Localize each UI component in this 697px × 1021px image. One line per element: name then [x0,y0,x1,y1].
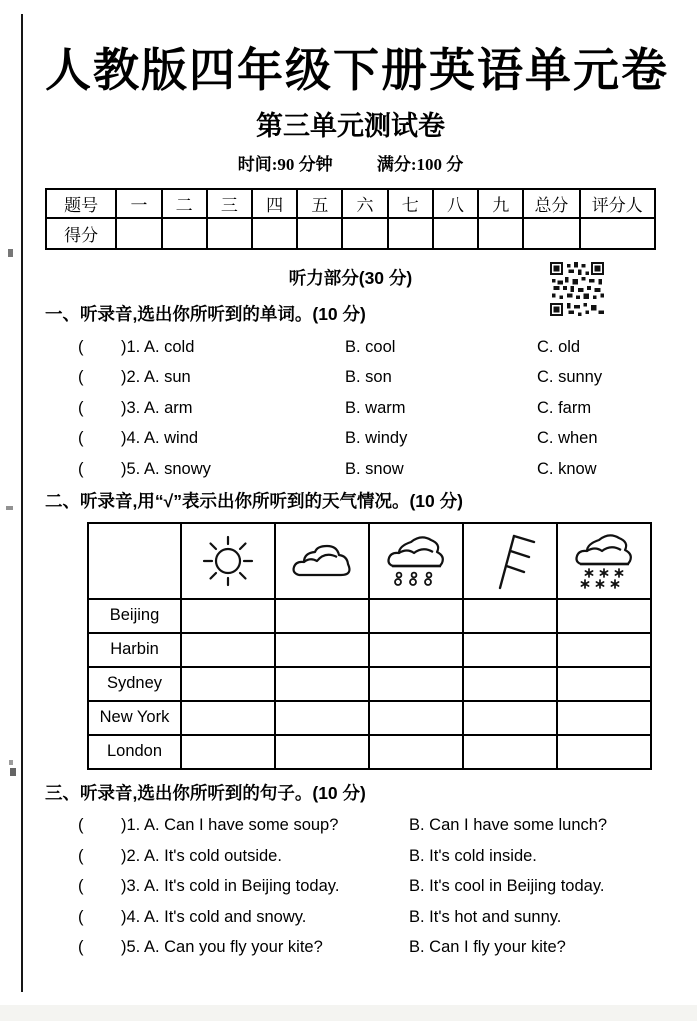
answer-cell [181,599,275,633]
option-a [121,816,409,835]
answer-bracket: ( [78,337,84,356]
question-number: )1. [121,337,141,356]
answer-cell [463,701,557,735]
score-blank-cell [342,218,387,249]
score-header-cell: 五 [297,189,342,218]
question-row [45,841,656,872]
question-number: )4. [121,907,141,926]
windy-icon-cell [463,523,557,599]
score-table-score-row [46,218,655,249]
score-header-cell: 九 [478,189,523,218]
score-header-cell: 八 [433,189,478,218]
option-a-text: A. snowy [143,459,211,478]
option-b: B. Can I fly your kite? [409,938,566,957]
cloudy-icon [287,531,357,591]
answer-cell [275,667,369,701]
score-header-cell: 一 [116,189,161,218]
option-b: B. windy [345,429,408,448]
option-b: B. Can I have some lunch? [409,816,608,835]
sunny-icon [196,531,260,591]
answer-cell [181,633,275,667]
section-1-questions [45,332,656,485]
option-c: C. know [537,459,597,478]
question-number: )3. [121,877,141,896]
answer-cell [557,701,651,735]
question-row [45,872,656,903]
score-blank-cell [297,218,342,249]
city-label: New York [88,701,181,735]
cloudy-icon-cell [275,523,369,599]
score-blank-cell [580,218,655,249]
score-header-cell: 七 [388,189,433,218]
city-row [88,701,651,735]
answer-bracket: ( [78,368,84,387]
score-row-label: 得分 [46,218,116,249]
question-number: )5. [121,938,141,957]
score-blank-cell [478,218,523,249]
answer-cell [181,701,275,735]
option-c: C. sunny [537,368,603,387]
question-row [45,933,656,964]
option-b: B. warm [345,398,406,417]
question-row [45,393,656,424]
answer-bracket: ( [78,816,84,835]
score-header-cell: 六 [342,189,387,218]
exam-meta [45,154,656,175]
option-b: B. snow [345,459,404,478]
score-blank-cell [388,218,433,249]
score-blank-cell [116,218,161,249]
answer-cell [463,599,557,633]
page-subtitle: 第三单元测试卷 [256,111,445,141]
answer-cell [275,633,369,667]
option-a [121,460,345,479]
score-blank-cell [523,218,579,249]
section-3-title: 三、听录音,选出你所听到的句子。(10 分) [45,782,366,803]
scan-edge-band [0,1005,697,1021]
option-a-text: A. Can I have some soup? [143,816,339,835]
city-label: Harbin [88,633,181,667]
rainy-icon-cell [369,523,463,599]
option-c: C. when [537,429,598,448]
option-a [121,429,345,448]
answer-cell [369,701,463,735]
section-3-questions [45,811,656,964]
answer-cell [275,735,369,769]
answer-cell [557,599,651,633]
option-a-text: A. arm [143,398,193,417]
question-number: )1. [121,816,141,835]
scan-smudge [8,249,13,257]
rainy-icon [381,530,451,592]
city-row [88,599,651,633]
option-a [121,938,409,957]
option-a-text: A. It's cold in Beijing today. [143,877,340,896]
score-table-header-row [46,189,655,218]
option-b: B. cool [345,337,396,356]
score-header-cell: 题号 [46,189,116,218]
answer-bracket: ( [78,907,84,926]
question-row [45,902,656,933]
score-blank-cell [162,218,207,249]
question-number: )2. [121,846,141,865]
question-row [45,424,656,455]
corner-blank-cell [88,523,181,599]
answer-cell [275,701,369,735]
answer-bracket: ( [78,877,84,896]
weather-icon-row [88,523,651,599]
option-b: B. It's hot and sunny. [409,907,562,926]
option-c: C. old [537,337,581,356]
city-row [88,667,651,701]
city-label: Beijing [88,599,181,633]
option-a-text: A. sun [143,368,191,387]
page-title: 人教版四年级下册英语单元卷 [45,45,669,96]
score-header-cell: 二 [162,189,207,218]
answer-cell [369,667,463,701]
listening-part-title: 听力部分(30 分) [288,268,413,288]
section-1-title: 一、听录音,选出你所听到的单词。(10 分) [45,304,366,324]
answer-bracket: ( [78,938,84,957]
city-label: Sydney [88,667,181,701]
answer-bracket: ( [78,459,84,478]
answer-cell [275,599,369,633]
score-blank-cell [207,218,252,249]
city-row [88,735,651,769]
exam-time: 时间:90 分钟 [237,155,333,174]
option-b: B. It's cold inside. [409,846,537,865]
city-row [88,633,651,667]
city-label: London [88,735,181,769]
score-header-cell: 总分 [523,189,579,218]
option-a-text: A. It's cold and snowy. [143,907,307,926]
answer-cell [557,735,651,769]
snowy-icon-cell [557,523,651,599]
answer-cell [463,633,557,667]
answer-cell [181,667,275,701]
question-number: )3. [121,398,141,417]
answer-bracket: ( [78,429,84,448]
answer-cell [557,633,651,667]
score-table [45,188,656,250]
option-a [121,399,345,418]
question-row [45,332,656,363]
sunny-icon-cell [181,523,275,599]
option-a-text: A. wind [143,429,199,448]
question-number: )2. [121,368,141,387]
question-number: )5. [121,459,141,478]
option-a [121,847,409,866]
answer-cell [369,735,463,769]
snowy-icon [569,530,639,592]
option-c: C. farm [537,398,592,417]
page-binding-scan-line [21,14,23,992]
option-a-text: A. cold [143,337,195,356]
score-header-cell: 四 [252,189,297,218]
answer-bracket: ( [78,846,84,865]
answer-cell [181,735,275,769]
option-b: B. son [345,368,392,387]
exam-full-score: 满分:100 分 [376,155,464,174]
option-a [121,877,409,896]
scan-smudge [9,760,13,765]
option-a [121,908,409,927]
option-a [121,338,345,357]
scan-smudge [10,768,16,776]
section-2-title: 二、听录音,用“√”表示出你所听到的天气情况。(10 分) [45,490,463,511]
option-b: B. It's cool in Beijing today. [409,877,605,896]
score-blank-cell [252,218,297,249]
question-number: )4. [121,429,141,448]
question-row [45,454,656,485]
windy-icon [478,530,542,592]
answer-bracket: ( [78,398,84,417]
answer-cell [463,735,557,769]
score-header-cell: 评分人 [580,189,655,218]
question-row [45,811,656,842]
weather-table [87,522,652,770]
answer-cell [557,667,651,701]
option-a [121,368,345,387]
answer-cell [369,599,463,633]
answer-cell [369,633,463,667]
answer-cell [463,667,557,701]
question-row [45,363,656,394]
option-a-text: A. It's cold outside. [143,846,282,865]
option-a-text: A. Can you fly your kite? [143,938,323,957]
scan-smudge [6,506,13,510]
score-header-cell: 三 [207,189,252,218]
score-blank-cell [433,218,478,249]
